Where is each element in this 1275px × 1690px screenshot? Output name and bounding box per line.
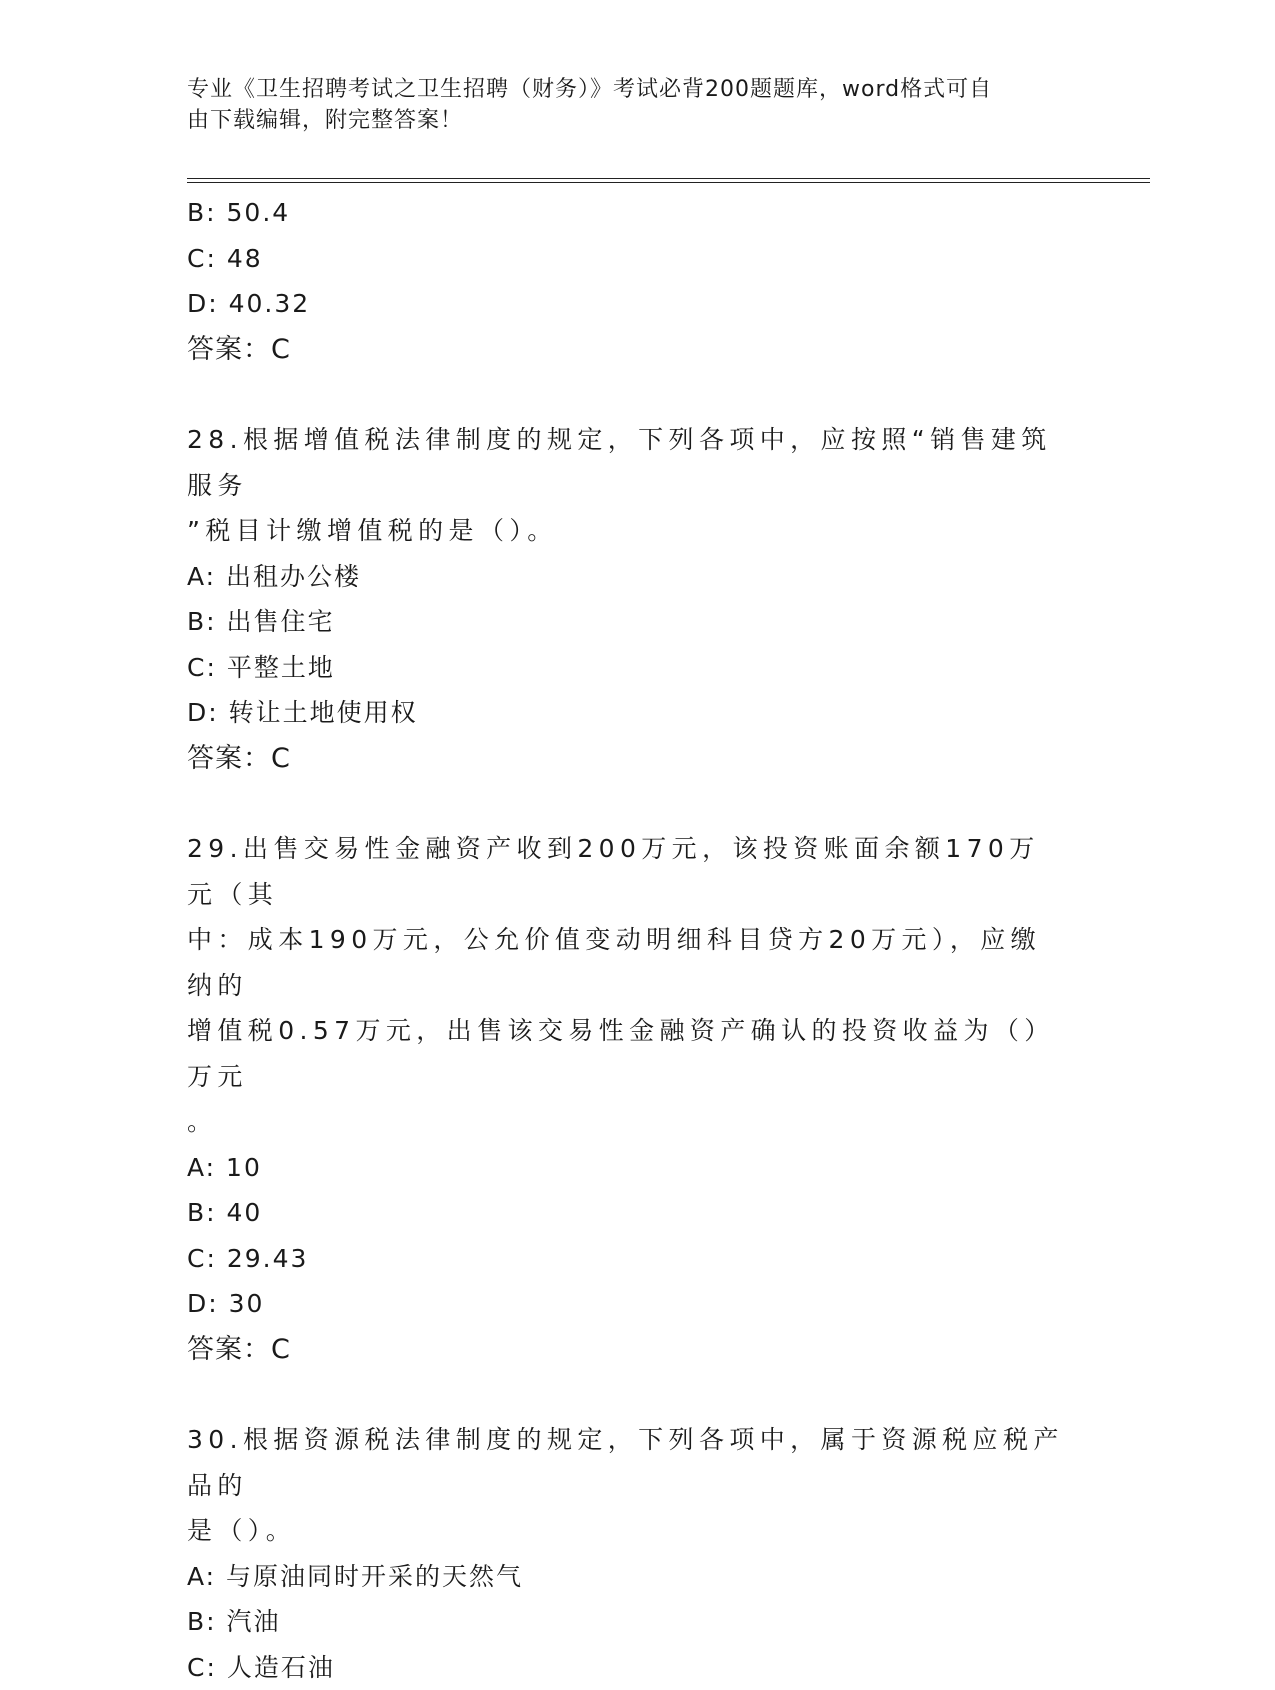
previous-question-tail xyxy=(187,190,1067,372)
document-header xyxy=(187,74,1067,136)
question-stem xyxy=(187,417,1067,554)
question-29 xyxy=(187,826,1067,1372)
option-d: D: 40.32 xyxy=(187,281,1067,327)
option-d: D: 30 xyxy=(187,1281,1067,1327)
question-stem-line: 30.根据资源税法律制度的规定，下列各项中，属于资源税应税产品的 xyxy=(187,1417,1067,1508)
question-stem-line: ”税目计缴增值税的是（）。 xyxy=(187,508,1067,554)
answer: 答案：C xyxy=(187,1327,1067,1373)
document-body xyxy=(187,190,1067,1690)
option-b: B: 40 xyxy=(187,1190,1067,1236)
spacer xyxy=(187,372,1067,417)
question-stem-line: 28.根据增值税法律制度的规定，下列各项中，应按照“销售建筑服务 xyxy=(187,417,1067,508)
question-stem-line: 。 xyxy=(187,1099,1067,1145)
header-line-1: 专业《卫生招聘考试之卫生招聘（财务）》考试必背200题题库，word格式可自 xyxy=(187,74,1067,105)
option-c: C: 人造石油 xyxy=(187,1645,1067,1690)
spacer xyxy=(187,1372,1067,1417)
header-divider-thin xyxy=(187,178,1150,179)
option-a: A: 与原油同时开采的天然气 xyxy=(187,1554,1067,1600)
option-b: B: 出售住宅 xyxy=(187,599,1067,645)
option-c: C: 48 xyxy=(187,236,1067,282)
question-stem-line: 增值税0.57万元，出售该交易性金融资产确认的投资收益为（）万元 xyxy=(187,1008,1067,1099)
answer: 答案：C xyxy=(187,327,1067,373)
question-stem-line: 是（）。 xyxy=(187,1508,1067,1554)
header-divider-thick xyxy=(187,182,1150,183)
option-a: A: 出租办公楼 xyxy=(187,554,1067,600)
option-b: B: 50.4 xyxy=(187,190,1067,236)
option-c: C: 平整土地 xyxy=(187,645,1067,691)
option-b: B: 汽油 xyxy=(187,1599,1067,1645)
option-c: C: 29.43 xyxy=(187,1236,1067,1282)
question-stem xyxy=(187,1417,1067,1554)
question-stem-line: 29.出售交易性金融资产收到200万元，该投资账面余额170万元（其 xyxy=(187,826,1067,917)
question-30 xyxy=(187,1417,1067,1690)
question-stem-line: 中：成本190万元，公允价值变动明细科目贷方20万元），应缴纳的 xyxy=(187,917,1067,1008)
option-a: A: 10 xyxy=(187,1145,1067,1191)
spacer xyxy=(187,781,1067,826)
answer: 答案：C xyxy=(187,736,1067,782)
option-d: D: 转让土地使用权 xyxy=(187,690,1067,736)
question-28 xyxy=(187,417,1067,781)
header-line-2: 由下载编辑，附完整答案！ xyxy=(187,105,1067,136)
question-stem xyxy=(187,826,1067,1145)
